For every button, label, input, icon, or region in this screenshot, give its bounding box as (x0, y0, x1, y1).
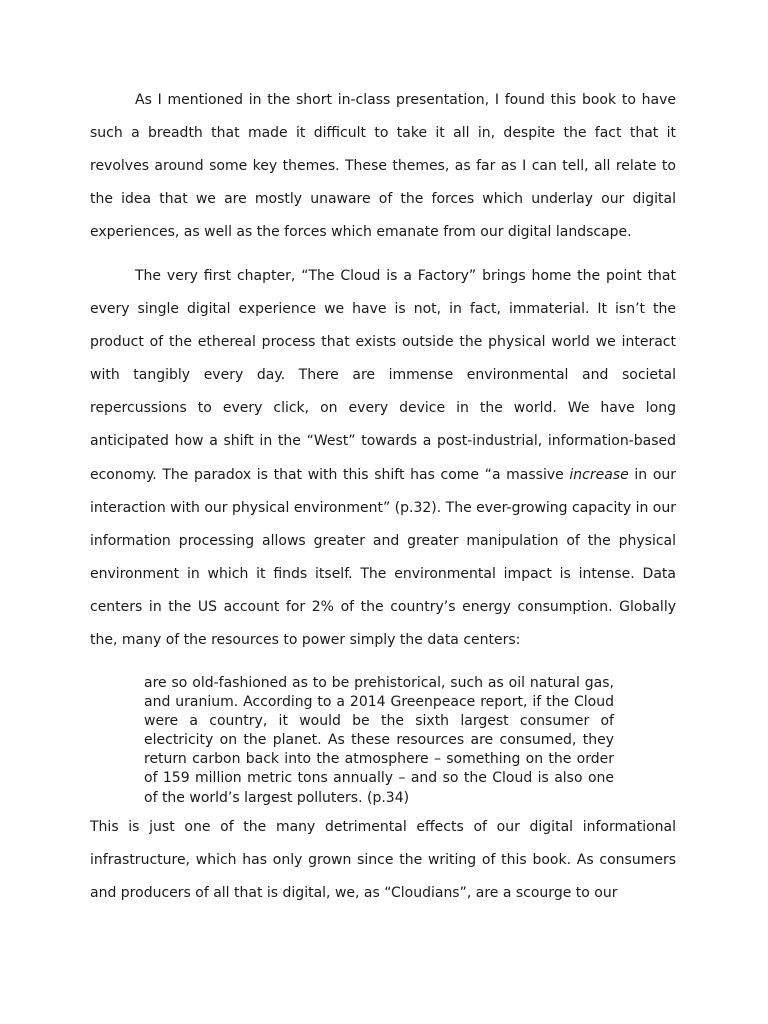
paragraph-cloud-factory-text-start: The very first chapter, “The Cloud is a Factory” brings home the point that every single digital experience we have is not, in fact, immaterial. It isn’t the product of the ethereal process that exists outside the physical world we interact with tangibly every day. There are immense environmental and societal repercussions to every click, on every device in the world. We have long anticipated how a shift in the “West” towards a post-industrial, information-based economy. The paradox is that with this shift has come “a massive (90, 268, 676, 483)
emphasis-increase: increase (569, 466, 629, 483)
block-quote: are so old-fashioned as to be prehistorical, such as oil natural gas, and uranium. According to a 2014 Greenpeace report, if the Cloud were a country, it would be the sixth largest consumer of electricity on the planet. As these resources are consumed, they return carbon back into the atmosphere – something on the order of 159 million metric tons annually – and so the Cloud is also one of the world’s largest polluters. (p.34) (144, 675, 614, 806)
paragraph-cloud-factory-text-end: in our interaction with our physical environment” (p.32). The ever-growing capacity in our information processing allows greater and greater manipulation of the physical environment in which it finds itself. The environmental impact is intense. Data centers in the US account for 2% of the country’s energy consumption. Globally the, many of the resources to power simply the data centers: (90, 466, 677, 649)
paragraph-detrimental-effects: This is just one of the many detrimental effects of our digital informational infrastructure, which has only grown since the writing of this book. As consumers and producers of all that is digital, we, as “Cloudians”, are a scourge to our (90, 819, 676, 902)
paragraph-cloud-factory (90, 260, 676, 657)
paragraph-intro: As I mentioned in the short in-class presentation, I found this book to have such a breadth that made it difficult to take it all in, despite the fact that it revolves around some key themes. These themes, as far as I can tell, all relate to the idea that we are mostly unaware of the forces which underlay our digital experiences, as well as the forces which emanate from our digital landscape. (90, 92, 676, 241)
